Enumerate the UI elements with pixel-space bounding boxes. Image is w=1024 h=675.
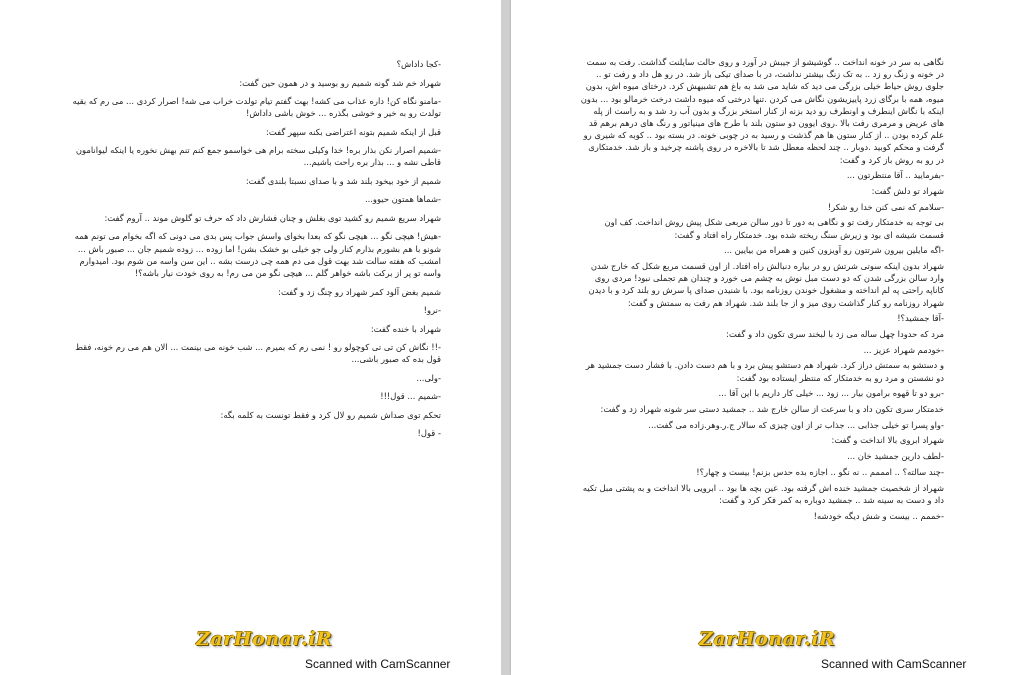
paragraph: قبل از اینکه شمیم بتونه اعتراضی بکنه سپهر گفت: — [266, 126, 441, 137]
right-page — [511, 0, 1024, 675]
paragraph: شهراد ابروی بالا انداخت و گفت: — [831, 435, 944, 446]
paragraph: -خودمم شهراد عزیز ... — [863, 344, 944, 355]
paragraph: شمیم بغض آلود کمر شهراد رو چنگ زد و گفت: — [278, 286, 441, 297]
paragraph: شهراد خم شد گونه شمیم رو بوسید و در همون حین گفت: — [239, 77, 441, 88]
paragraph: -خممم .. بیست و شش دیگه خودشه! — [813, 510, 944, 521]
paragraph: -برو دو تا قهوه برامون بیار ... زود ... خیلی کار داریم با این آقا ... — [718, 388, 944, 399]
paragraph: شهراد سریع شمیم رو کشید توی بغلش و چنان فشارش داد که حرف تو گلوش موند .. آروم گفت: — [104, 212, 441, 223]
paragraph: -هیش! هیچی نگو ... هیچی نگو که بعدا بخوای واسش جواب پس بدی می دونی که اگه بخوام می تونم همه شونو با هم بشورم بذارم کنار ولی جو خیلی بو خشک بشن! اما زوده ... زوده شمیم جان ... صبور باش ... امشب که هفته سالت شد بهت قول می دم همه چی درست بشه .. این سن واسه من شوم بود. امیدوارم واسه تو پر از برکت باشه خواهر گلم ... هیچی نگو من می رم! به روی خودت نیار باشه؟! — [74, 231, 441, 279]
paragraph: خدمتکار سری تکون داد و با سرعت از سالن خارج شد .. جمشید دستی سر شونه شهراد زد و گفت: — [600, 404, 944, 415]
paragraph: -مامنو نگاه کن! داره عذاب می کشه! بهت گفتم تیام تولدت خراب می شه! اصرار کردی ... می رم که بقیه تولدت رو به خیر و خوشی بگذره ... خوش باشی داداش! — [72, 96, 441, 119]
paragraph: -نرو! — [423, 305, 441, 316]
paragraph: -!! نگاش کن تی تی کوچولو رو ! نمی رم که بمیرم ... شب خونه می بینمت ... الان هم می رم خونه، فقط قول بده که صبور باشی... — [75, 342, 441, 365]
right-page-text — [579, 56, 944, 525]
paragraph: نگاهی به سر در خونه انداخت .. گوشیشو از جیبش در آورد و روی حالت سایلنت گذاشت. رفت به سمت در خونه و زنگ رو زد .. به تک زنگ بیشتر نداشت، در با صدای تیکی باز شد. در رو هل داد و رفت تو .. جلوی روش حیاط خیلی بزرگی می دید که شاید می شد به باغ هم تشبیهش کرد. درختای میوه اش، بدون میوه، همه با برگای زرد پاییزیشون نگاش می کردن .تنها درختی که میوه داشت درخت خرمالو بود ... بدون اینکه با نگاش اینطرف و اونطرف رو دید بزنه از کنار استخر بزرگ و بدون آب رد شد و به راست از پله های عریض و مرمری رفت بالا .روی ایوون دو ستون بلند با طرح های مینیاتور و رنگ های درهم برهم قد علم کرده بودن .. از کنار ستون ها هم گذشت و رسید به در چوبی خونه. در بسته بود .. کوبه که شیری رو گرفت و محکم کوبید .دوبار .. چند لحظه معطل شد تا بالاخره در روی پاشنه چرخید و باز شد. خدمتکاری در رو به روش باز کرد و گفت: — [580, 57, 944, 165]
paragraph: شهراد از شخصیت جمشید خنده اش گرفته بود. عین بچه ها بود .. ابرویی بالا انداخت و به پشتی مبل تکیه داد و دست به سینه شد .. جمشید دوباره به کمر فکر کرد و گفت: — [582, 482, 944, 505]
left-page — [0, 0, 501, 675]
paragraph: -آقا جمشید؟! — [897, 313, 944, 324]
left-page-text — [60, 58, 441, 446]
paragraph: -چند سالته؟ .. امممم .. نه نگو .. اجازه بده حدس بزنم! بیست و چهار؟! — [696, 466, 944, 477]
paragraph: -بفرمایید .. آقا منتظرتون ... — [846, 170, 944, 181]
paragraph: -شمیم ... قول!!! — [380, 391, 441, 402]
paragraph: مرد که حدودا چهل ساله می زد با لبخند سری تکون داد و گفت: — [726, 329, 944, 340]
paragraph: -لطف دارین جمشید خان ... — [847, 451, 944, 462]
paragraph: تحکم توی صداش شمیم رو لال کرد و فقط تونست به کلمه بگه: — [220, 409, 441, 420]
zarhonar-watermark-logo: ZarHonar.iR — [699, 628, 836, 650]
paragraph: -شماها همتون حیوو... — [364, 194, 441, 205]
paragraph: -کجا داداش؟ — [396, 59, 441, 69]
paragraph: شهراد بدون اینکه سوتی شرتش رو در بیاره دنبالش راه افتاد. از اون قسمت مربع شکل که خارج شدن وارد سالن بزرگی شدن که دو دست مبل نوش به چشم می خورد و چندان هم تجملی نبود! مردی روی کاناپه راحتی په لم انداخته و مشغول خوندن روزنامه بود. با شنیدن صدای پا سرش رو بلند کرد و با دیدن شهراد روزنامه رو کنار گذاشت روی میز و از جا بلند شد. شهراد هم رفت به سمتش و گفت: — [588, 261, 944, 308]
paragraph: شهراد با خنده گفت: — [370, 323, 441, 334]
page-gutter — [501, 0, 511, 675]
paragraph: -واو پسرا تو خیلی جذابی ... جذاب تر از اون چیزی که سالار ج.ر.وهر.زاده می گفت... — [648, 419, 944, 430]
camscanner-footer: Scanned with CamScanner — [305, 657, 451, 671]
paragraph: بی توجه به خدمتکار رفت تو و نگاهی به دور تا دور سالن مربعی شکل پیش روش انداخت. کف اون قسمت شیشه ای بود و زیرش سنگ ریخته شده بود. خدمتکار راه افتاد و گفت: — [604, 217, 944, 240]
paragraph: -اگه مایلین بیرون شرتتون رو آویزون کنین و همراه من بیایین ... — [724, 245, 944, 256]
zarhonar-watermark-logo: ZarHonar.iR — [196, 628, 333, 650]
paragraph: و دستشو به سمتش دراز کرد. شهراد هم دستشو پیش برد و با هم دست دادن. با فشار دست جمشید هر دو نشستن و مرد رو به خدمتکار که منتظر ایستاده بود گفت: — [585, 360, 944, 383]
camscanner-footer: Scanned with CamScanner — [821, 657, 967, 671]
paragraph: -شمیم اصرار نکن بذار بره! خدا وکیلی سخته برام هی خواسمو جمع کنم تنم بهش نخوره یا اینکه لیوانامون قاطی نشه و ... بذار بره راحت باشیم... — [75, 145, 441, 168]
paragraph: شمیم از خود بیخود بلند شد و با صدای نسبتا بلندی گفت: — [245, 175, 441, 186]
paragraph: شهراد تو دلش گفت: — [871, 186, 944, 197]
paragraph: -سلامم که نمی کنن خدا رو شکر! — [827, 201, 944, 212]
paragraph: - قول! — [417, 428, 441, 439]
paragraph: -ولی... — [416, 372, 441, 383]
